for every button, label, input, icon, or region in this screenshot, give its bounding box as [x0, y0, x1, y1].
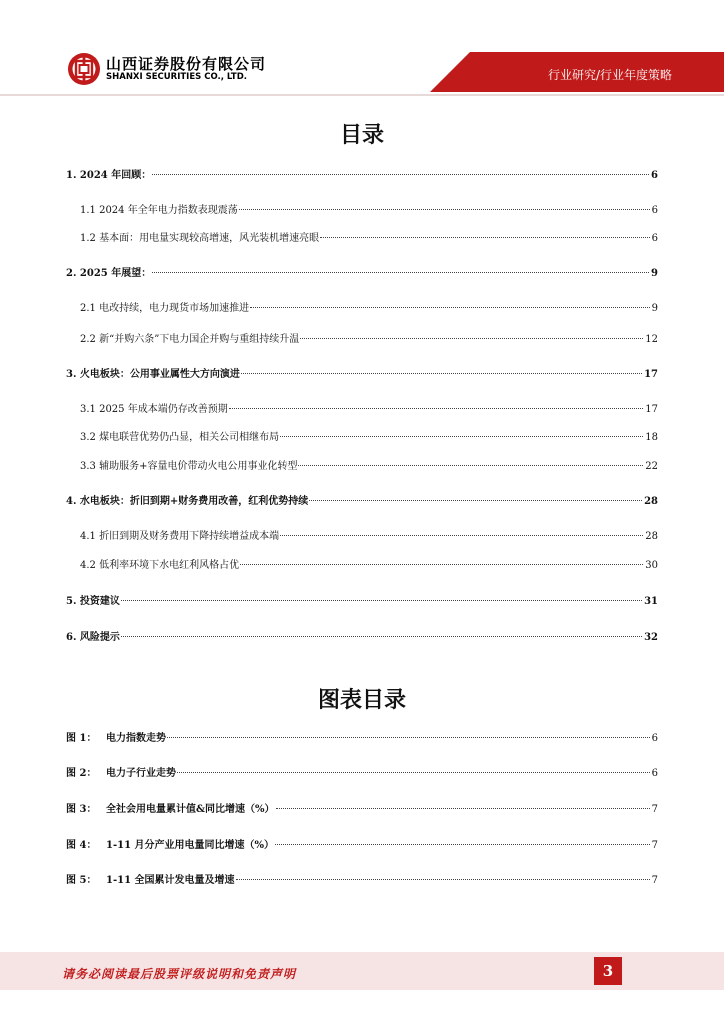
- figure-page: 7: [651, 840, 658, 851]
- toc-entry-label: 1.2 基本面：用电量实现较高增速，风光装机增速亮眼: [80, 233, 320, 244]
- figure-entry[interactable]: [66, 802, 658, 818]
- toc-entry-page: 6: [651, 205, 658, 216]
- toc-entry-page: 28: [645, 531, 658, 542]
- dot-leader: [121, 599, 642, 601]
- figure-label: 1-11 全国累计发电量及增速: [106, 875, 235, 886]
- dot-leader: [236, 878, 650, 880]
- toc-entry[interactable]: [80, 430, 658, 446]
- dot-leader: [167, 736, 650, 738]
- toc-entry-label: 2.1 电改持续，电力现货市场加速推进: [80, 303, 250, 314]
- toc-entry[interactable]: [66, 266, 658, 282]
- toc-entry[interactable]: [66, 494, 658, 510]
- dot-leader: [309, 499, 642, 501]
- toc-entry-label: 3.1 2025 年成本端仍存改善预期: [80, 404, 228, 415]
- toc-entry-page: 31: [644, 596, 658, 607]
- toc-entry-page: 28: [644, 496, 658, 507]
- toc-entry-label: 5. 投资建议: [66, 596, 120, 607]
- company-name-en: SHANXI SECURITIES CO., LTD.: [106, 72, 248, 82]
- toc-entry[interactable]: [80, 203, 658, 219]
- dot-leader: [229, 407, 644, 409]
- dot-leader: [280, 534, 643, 536]
- toc-entry-label: 3.3 辅助服务+容量电价带动火电公用事业化转型: [80, 461, 298, 472]
- toc-entry-label: 4.2 低利率环境下水电红利风格占优: [80, 560, 240, 571]
- toc-entry[interactable]: [66, 168, 658, 184]
- dot-leader: [152, 271, 649, 273]
- figure-label: 电力指数走势: [106, 733, 166, 744]
- dot-leader: [239, 208, 650, 210]
- figure-label: 电力子行业走势: [106, 768, 176, 779]
- figure-entry[interactable]: [66, 731, 658, 747]
- figure-entry[interactable]: [66, 873, 658, 889]
- toc-entry-page: 30: [645, 560, 658, 571]
- toc-entry-page: 9: [651, 303, 658, 314]
- page-number: 3: [594, 957, 622, 985]
- toc-entry-page: 9: [651, 268, 658, 279]
- figure-list-title: 图表目录: [317, 688, 406, 713]
- figure-page: 7: [651, 804, 658, 815]
- dot-leader: [177, 771, 650, 773]
- toc-entry-label: 2. 2025 年展望：: [66, 268, 152, 279]
- toc-entry[interactable]: [66, 367, 658, 383]
- dot-leader: [280, 435, 643, 437]
- toc-entry-page: 17: [644, 369, 658, 380]
- toc-entry-label: 4. 水电板块：折旧到期+财务费用改善，红利优势持续: [66, 496, 309, 507]
- dot-leader: [152, 173, 649, 175]
- figure-label: 全社会用电量累计值&同比增速（%）: [106, 804, 275, 815]
- disclaimer-text: 请务必阅读最后股票评级说明和免责声明: [62, 967, 297, 981]
- toc-entry-label: 1. 2024 年回顾：: [66, 170, 152, 181]
- figure-number: 图 2：: [66, 768, 97, 779]
- figure-number: 图 3：: [66, 804, 97, 815]
- toc-entry[interactable]: [80, 459, 658, 475]
- toc-entry-page: 12: [645, 334, 658, 345]
- figure-number: 图 4：: [66, 840, 97, 851]
- figure-entry[interactable]: [66, 838, 658, 854]
- toc-entry-page: 6: [651, 170, 658, 181]
- dot-leader: [298, 464, 643, 466]
- toc-entry-page: 6: [651, 233, 658, 244]
- company-name-cn: 山西证券股份有限公司: [106, 55, 267, 73]
- toc-entry-label: 6. 风险提示: [66, 632, 120, 643]
- toc-entry[interactable]: [80, 332, 658, 348]
- figure-page: 7: [651, 875, 658, 886]
- toc-entry-label: 4.1 折旧到期及财务费用下降持续增益成本端: [80, 531, 280, 542]
- figure-entry[interactable]: [66, 766, 658, 782]
- toc-entry[interactable]: [80, 402, 658, 418]
- toc-entry-page: 32: [644, 632, 658, 643]
- dot-leader: [240, 563, 643, 565]
- dot-leader: [121, 635, 642, 637]
- dot-leader: [276, 807, 650, 809]
- toc-entry[interactable]: [66, 630, 658, 646]
- toc-entry-page: 17: [645, 404, 658, 415]
- toc-entry-label: 1.1 2024 年全年电力指数表现震荡: [80, 205, 238, 216]
- dot-leader: [320, 236, 650, 238]
- toc-entry[interactable]: [66, 594, 658, 610]
- dot-leader: [275, 843, 650, 845]
- toc-entry[interactable]: [80, 558, 658, 574]
- toc-entry[interactable]: [80, 301, 658, 317]
- toc-entry-label: 2.2 新“并购六条”下电力国企并购与重组持续升温: [80, 334, 300, 345]
- dot-leader: [241, 372, 642, 374]
- toc-entry[interactable]: [80, 529, 658, 545]
- header-divider: [0, 94, 724, 96]
- toc-entry-page: 22: [645, 461, 658, 472]
- toc-entry[interactable]: [80, 231, 658, 247]
- figure-number: 图 5：: [66, 875, 97, 886]
- figure-page: 6: [651, 733, 658, 744]
- toc-entry-label: 3. 火电板块：公用事业属性大方向演进: [66, 369, 240, 380]
- shanxi-securities-logo-icon: [67, 52, 101, 86]
- figure-number: 图 1：: [66, 733, 97, 744]
- toc-title: 目录: [339, 123, 384, 148]
- dot-leader: [300, 337, 643, 339]
- dot-leader: [250, 306, 650, 308]
- figure-page: 6: [651, 768, 658, 779]
- toc-entry-label: 3.2 煤电联营优势仍凸显，相关公司相继布局: [80, 432, 280, 443]
- report-type-label: 行业研究/行业年度策略: [547, 68, 672, 82]
- figure-label: 1-11 月分产业用电量同比增速（%）: [106, 840, 275, 851]
- toc-entry-page: 18: [645, 432, 658, 443]
